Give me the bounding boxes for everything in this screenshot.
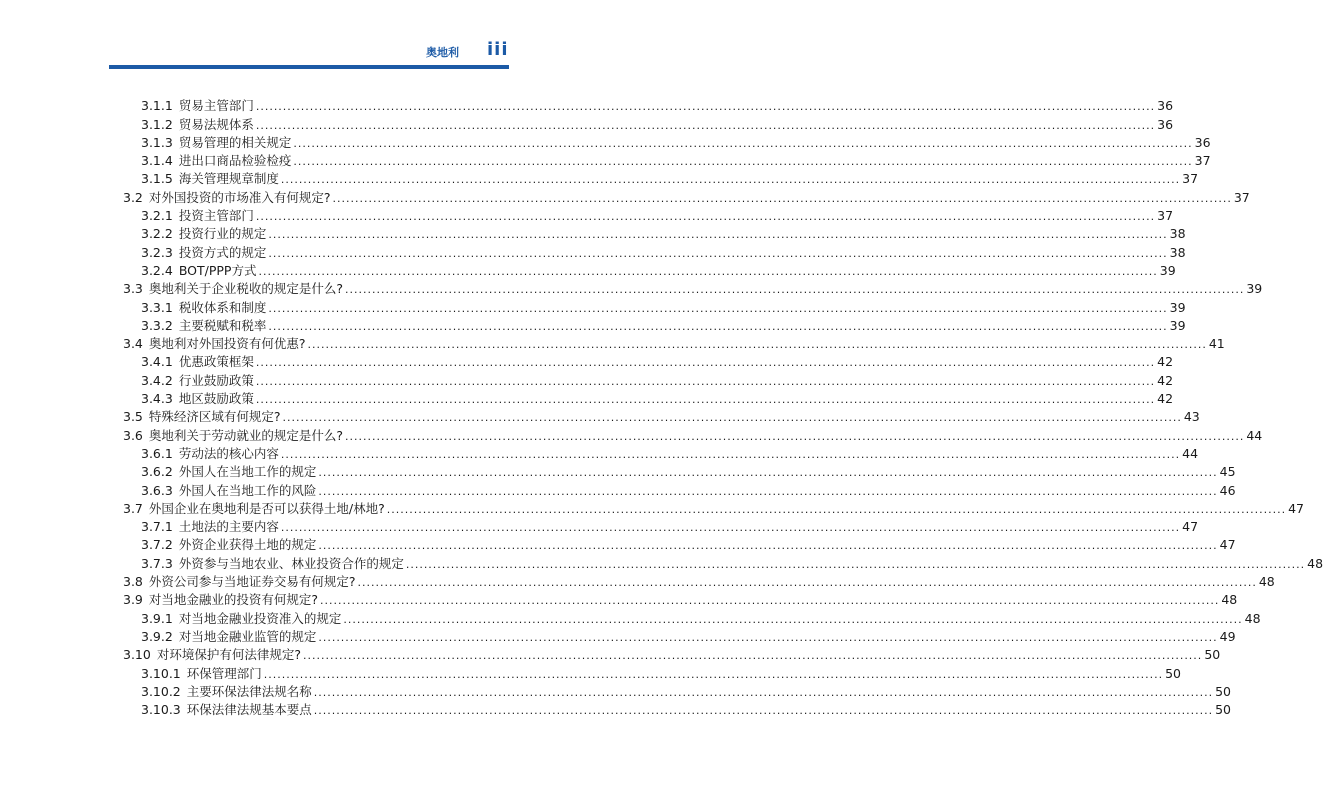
toc-entry-number: 3.10.3	[141, 702, 181, 718]
toc-entry-page: 47	[1219, 537, 1236, 553]
toc-entry-number: 3.1.3	[141, 134, 173, 150]
toc-entry-title: 对当地金融业监管的规定	[178, 628, 317, 644]
toc-entry-title: 贸易主管部门	[178, 98, 254, 114]
toc-entry-number: 3.6.1	[141, 445, 173, 461]
toc-entry-page: 36	[1157, 116, 1174, 132]
toc-entry-number: 3.10.2	[141, 683, 181, 699]
toc-entry-title: 优惠政策框架	[178, 354, 254, 370]
toc-entry-page: 50	[1165, 665, 1182, 681]
toc-entry[interactable]	[141, 626, 1236, 644]
toc-entry-number: 3.1.5	[141, 171, 173, 187]
toc-entry-page: 47	[1288, 500, 1304, 516]
toc-entry-page: 47	[1182, 519, 1199, 535]
toc-entry-number: 3.3	[123, 281, 143, 297]
toc-leader-dots: ........................................................................................................................................................................................................	[280, 447, 1181, 461]
toc-entry-number: 3.1.4	[141, 153, 173, 169]
toc-leader-dots: ........................................................................................................................................................................................................	[357, 576, 1257, 590]
toc-leader-dots: ........................................................................................................................................................................................................	[255, 118, 1156, 132]
toc-leader-dots: ........................................................................................................................................................................................................	[318, 466, 1218, 480]
toc-entry[interactable]	[141, 479, 1236, 498]
toc-entry-page: 39	[1169, 299, 1186, 315]
toc-entry-number: 3.9	[123, 592, 143, 608]
toc-entry-page: 38	[1169, 244, 1186, 260]
toc-entry-number: 3.6.3	[141, 482, 173, 498]
toc-entry-number: 3.6.2	[141, 464, 173, 480]
toc-entry-title: 特殊经济区域有何规定?	[148, 409, 281, 425]
toc-entry-number: 3.1.2	[141, 116, 173, 132]
toc-entry-number: 3.9.1	[141, 610, 173, 626]
toc-entry-title: 外国人在当地工作的风险	[178, 482, 317, 498]
toc-entry-title: 奥地利对外国投资有何优惠?	[148, 336, 306, 352]
toc-entry-page: 44	[1182, 445, 1199, 461]
toc-entry[interactable]	[141, 315, 1186, 333]
toc-entry-number: 3.4.3	[141, 391, 173, 407]
toc-entry-number: 3.3.2	[141, 317, 173, 333]
toc-entry[interactable]	[123, 278, 1263, 297]
toc-entry-title: 投资行业的规定	[178, 226, 267, 242]
toc-entry-title: 主要税赋和税率	[178, 317, 267, 333]
toc-entry-number: 3.2.2	[141, 226, 173, 242]
toc-entry[interactable]	[141, 95, 1174, 114]
toc-entry-title: 外资公司参与当地证券交易有何规定?	[148, 574, 356, 590]
toc-entry-page: 39	[1159, 262, 1176, 278]
toc-entry-page: 50	[1204, 647, 1221, 663]
toc-entry-page: 42	[1157, 391, 1174, 407]
toc-leader-dots: ........................................................................................................................................................................................................	[386, 502, 1287, 516]
toc-entry-number: 3.9.2	[141, 628, 173, 644]
toc-leader-dots: ........................................................................................................................................................................................................	[307, 338, 1207, 352]
toc-entry-number: 3.5	[123, 409, 143, 425]
toc-entry-title: 奥地利关于劳动就业的规定是什么?	[148, 427, 344, 443]
toc-leader-dots: ........................................................................................................................................................................................................	[268, 228, 1168, 242]
toc-entry[interactable]	[141, 260, 1176, 278]
toc-leader-dots: ........................................................................................................................................................................................................	[255, 100, 1156, 114]
toc-entry-title: 进出口商品检验检疫	[178, 153, 292, 169]
toc-leader-dots: ........................................................................................................................................................................................................	[343, 612, 1243, 626]
toc-entry-page: 39	[1169, 317, 1186, 333]
toc-entry-title: 外资企业获得土地的规定	[178, 537, 317, 553]
toc-entry-number: 3.1.1	[141, 98, 173, 114]
toc-entry-title: 环保管理部门	[186, 665, 262, 681]
toc-leader-dots: ........................................................................................................................................................................................................	[293, 155, 1193, 169]
toc-entry-number: 3.7.1	[141, 519, 173, 535]
toc-entry[interactable]	[123, 406, 1200, 425]
toc-leader-dots: ........................................................................................................................................................................................................	[320, 594, 1220, 608]
toc-entry[interactable]	[141, 681, 1232, 699]
toc-entry[interactable]	[123, 589, 1238, 608]
page-number: iii	[487, 39, 509, 60]
toc-leader-dots: ........................................................................................................................................................................................................	[313, 685, 1214, 699]
toc-entry-title: 奥地利关于企业税收的规定是什么?	[148, 281, 344, 297]
toc-entry-page: 48	[1244, 610, 1261, 626]
toc-entry-title: 环保法律法规基本要点	[186, 702, 312, 718]
toc-entry-title: 对环境保护有何法律规定?	[156, 647, 301, 663]
toc-entry[interactable]	[141, 223, 1186, 242]
toc-entry-page: 37	[1233, 189, 1250, 205]
toc-entry-number: 3.10.1	[141, 665, 181, 681]
toc-entry-number: 3.2.1	[141, 208, 173, 224]
toc-entry-page: 41	[1208, 336, 1225, 352]
toc-leader-dots: ........................................................................................................................................................................................................	[263, 667, 1164, 681]
toc-entry-title: BOT/PPP方式	[178, 262, 257, 278]
toc-entry-number: 3.4.2	[141, 372, 173, 388]
toc-entry-title: 主要环保法律法规名称	[186, 683, 312, 699]
toc-leader-dots: ........................................................................................................................................................................................................	[268, 246, 1168, 260]
toc-leader-dots: ........................................................................................................................................................................................................	[255, 393, 1156, 407]
toc-entry[interactable]	[141, 205, 1174, 224]
toc-entry-number: 3.2.3	[141, 244, 173, 260]
toc-entry-title: 对当地金融业的投资有何规定?	[148, 592, 319, 608]
toc-entry[interactable]	[141, 662, 1182, 681]
toc-leader-dots: ........................................................................................................................................................................................................	[345, 283, 1245, 297]
toc-entry[interactable]	[141, 296, 1186, 315]
toc-entry-page: 37	[1194, 153, 1211, 169]
toc-entry-page: 49	[1219, 628, 1236, 644]
toc-entry[interactable]	[141, 443, 1199, 461]
toc-entry-title: 劳动法的核心内容	[178, 445, 279, 461]
toc-entry-title: 投资主管部门	[178, 208, 254, 224]
toc-leader-dots: ........................................................................................................................................................................................................	[255, 356, 1156, 370]
toc-entry[interactable]	[141, 534, 1236, 553]
toc-entry-title: 海关管理规章制度	[178, 171, 279, 187]
toc-entry-page: 36	[1194, 134, 1211, 150]
toc-leader-dots: ........................................................................................................................................................................................................	[313, 704, 1214, 718]
toc-leader-dots: ........................................................................................................................................................................................................	[268, 319, 1168, 333]
toc-leader-dots: ........................................................................................................................................................................................................	[345, 429, 1245, 443]
toc-entry-title: 对外国投资的市场准入有何规定?	[148, 189, 331, 205]
toc-entry-page: 37	[1157, 208, 1174, 224]
toc-entry-number: 3.2.4	[141, 262, 173, 278]
toc-leader-dots: ........................................................................................................................................................................................................	[332, 191, 1232, 205]
toc-entry[interactable]	[141, 552, 1323, 571]
running-header-country: 奥地利	[426, 46, 459, 59]
toc-entry-page: 48	[1221, 592, 1238, 608]
toc-entry[interactable]	[123, 333, 1225, 352]
toc-entry[interactable]	[141, 699, 1232, 718]
page-header	[0, 0, 559, 80]
toc-entry[interactable]	[141, 132, 1211, 150]
toc-entry-number: 3.8	[123, 574, 143, 590]
header-rule	[109, 65, 509, 69]
toc-entry-page: 39	[1246, 281, 1263, 297]
toc-entry-page: 43	[1183, 409, 1200, 425]
toc-entry-number: 3.6	[123, 427, 143, 443]
toc-leader-dots: ........................................................................................................................................................................................................	[282, 411, 1182, 425]
toc-entry-page: 48	[1258, 574, 1275, 590]
toc-entry-page: 38	[1169, 226, 1186, 242]
toc-leader-dots: ........................................................................................................................................................................................................	[258, 264, 1158, 278]
toc-leader-dots: ........................................................................................................................................................................................................	[255, 374, 1156, 388]
toc-entry-title: 投资方式的规定	[178, 244, 267, 260]
toc-leader-dots: ........................................................................................................................................................................................................	[280, 173, 1181, 187]
toc-entry-number: 3.7.3	[141, 555, 173, 571]
toc-entry-page: 42	[1157, 372, 1174, 388]
toc-entry[interactable]	[141, 168, 1199, 187]
toc-entry-title: 税收体系和制度	[178, 299, 267, 315]
toc-entry-page: 44	[1246, 427, 1263, 443]
toc-entry[interactable]	[141, 351, 1174, 370]
toc-entry-number: 3.3.1	[141, 299, 173, 315]
toc-entry[interactable]	[141, 113, 1174, 132]
toc-entry-page: 37	[1182, 171, 1199, 187]
toc-entry-title: 贸易管理的相关规定	[178, 134, 292, 150]
toc-entry-page: 46	[1219, 482, 1236, 498]
toc-leader-dots: ........................................................................................................................................................................................................	[302, 649, 1203, 663]
toc-leader-dots: ........................................................................................................................................................................................................	[318, 539, 1218, 553]
toc-entry-title: 地区鼓励政策	[178, 391, 254, 407]
toc-entry[interactable]	[141, 369, 1174, 388]
toc-entry[interactable]	[141, 607, 1261, 626]
toc-entry[interactable]	[141, 241, 1186, 260]
toc-entry[interactable]	[123, 498, 1304, 516]
toc-entry-number: 3.7.2	[141, 537, 173, 553]
toc-entry-title: 土地法的主要内容	[178, 519, 279, 535]
table-of-contents	[0, 95, 1323, 718]
toc-leader-dots: ........................................................................................................................................................................................................	[405, 557, 1306, 571]
toc-entry-page: 48	[1307, 555, 1323, 571]
toc-entry[interactable]	[141, 388, 1174, 407]
toc-entry-number: 3.4.1	[141, 354, 173, 370]
toc-entry-number: 3.10	[123, 647, 151, 663]
toc-entry[interactable]	[123, 571, 1275, 590]
toc-leader-dots: ........................................................................................................................................................................................................	[268, 301, 1168, 315]
toc-entry[interactable]	[141, 150, 1211, 169]
toc-entry-title: 行业鼓励政策	[178, 372, 254, 388]
toc-leader-dots: ........................................................................................................................................................................................................	[293, 136, 1193, 150]
toc-entry-title: 外国企业在奥地利是否可以获得土地/林地?	[148, 500, 385, 516]
toc-entry-number: 3.7	[123, 500, 143, 516]
toc-entry-title: 外国人在当地工作的规定	[178, 464, 317, 480]
toc-leader-dots: ........................................................................................................................................................................................................	[318, 630, 1218, 644]
toc-entry[interactable]	[123, 424, 1263, 443]
toc-entry-page: 50	[1215, 702, 1232, 718]
toc-entry[interactable]	[123, 186, 1250, 205]
toc-entry-page: 50	[1215, 683, 1232, 699]
toc-entry-title: 贸易法规体系	[178, 116, 254, 132]
toc-entry-title: 对当地金融业投资准入的规定	[178, 610, 342, 626]
toc-entry-page: 45	[1219, 464, 1236, 480]
toc-entry[interactable]	[141, 461, 1236, 480]
toc-entry-title: 外资参与当地农业、林业投资合作的规定	[178, 555, 404, 571]
toc-leader-dots: ........................................................................................................................................................................................................	[255, 210, 1156, 224]
toc-entry-number: 3.4	[123, 336, 143, 352]
toc-entry[interactable]	[123, 644, 1221, 663]
toc-entry-number: 3.2	[123, 189, 143, 205]
toc-entry[interactable]	[141, 516, 1199, 535]
toc-leader-dots: ........................................................................................................................................................................................................	[280, 521, 1181, 535]
toc-leader-dots: ........................................................................................................................................................................................................	[318, 484, 1218, 498]
toc-entry-page: 42	[1157, 354, 1174, 370]
toc-entry-page: 36	[1157, 98, 1174, 114]
